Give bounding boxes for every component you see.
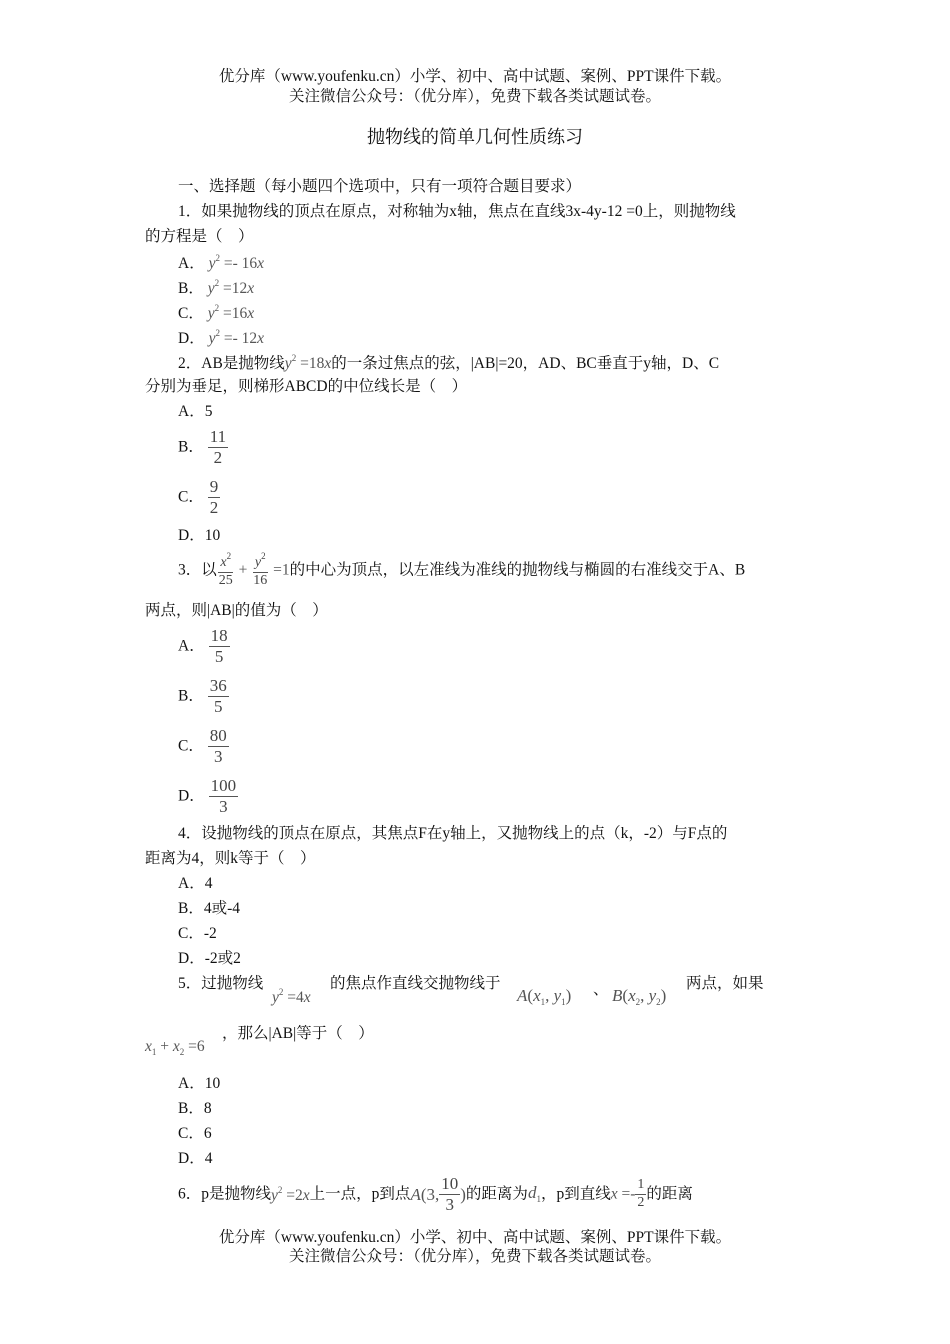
q2-option-b-fraction: $\frac{11}{2}$ [209,427,227,467]
q2-option-c-fraction: $\frac{9}{2}$ [209,477,219,517]
q1-option-b-equation: $y^2 =12x$ [207,278,255,297]
q6-line-equation: x =- [610,1185,636,1203]
q3-option-a-fraction: $\frac{18}{5}$ [210,626,228,666]
q2-line-1: 2．AB是抛物线$y^2 =18x$的一条过焦点的弦，|AB|=20，AD、BC垂直于y轴，D、C [178,353,720,372]
q5-option-a: A．10 [178,1075,221,1092]
q5-line-2: ，那么|AB|等于（ ） [222,1025,374,1042]
q6-point-a: A(3, [410,1184,440,1204]
q2-option-b: B． $\frac{11}{2}$ [178,427,227,467]
section-heading: 一、选择题（每小题四个选项中，只有一项符合题目要求） [178,178,582,195]
q3-fraction-y: $\frac{y^2}{16}$ [253,551,268,588]
q4-line-1: 4．设抛物线的顶点在原点，其焦点F在y轴上，又抛物线上的点（k，-2）与F点的 [178,825,728,842]
q5-line-1: 5．过抛物线 [178,975,264,992]
header-line-1: 优分库（www.youfenku.cn）小学、初中、高中试题、案例、PPT课件下载。 [218,68,732,85]
q1-option-d-label: D． [178,330,205,347]
q4-option-a: A．4 [178,875,213,892]
q5-point-a: $A(x_1$, $y_1$) [517,986,572,1007]
q3-option-c: C． $\frac{80}{3}$ [178,726,227,766]
q1-line-1: 1．如果抛物线的顶点在原点，对称轴为x轴，焦点在直线3x-4y-12 =0上，则抛物线 [178,203,736,220]
q2-equation: $y^2 =18x$ [284,353,332,372]
q5-option-b: B．8 [178,1100,212,1117]
q5-line-1-mid: 的焦点作直线交抛物线于 [330,975,501,992]
q1-option-c [178,304,254,322]
q3-option-b-fraction: $\frac{36}{5}$ [209,676,227,716]
q3-fraction-x: $\frac{x^2}{25}$ [218,551,233,588]
q1-option-d [178,329,264,347]
q3-option-b: B． $\frac{36}{5}$ [178,676,227,716]
q2-option-c: C． $\frac{9}{2}$ [178,477,219,517]
footer-line-2: 关注微信公众号：（优分库），免费下载各类试题试卷。 [288,1248,661,1265]
q6-point-a-fraction: $\frac{10}{3}$ [441,1174,459,1214]
q1-option-b [178,279,254,297]
q6-d1: $d_1$ [527,1183,541,1205]
q5-sum-condition: $x_1 + x_2 =6$ [145,1038,205,1057]
q3-option-c-fraction: $\frac{80}{3}$ [209,726,227,766]
q1-line-2: 的方程是（ ） [145,228,254,245]
q1-option-c-equation: $y^2 =16x$ [207,303,255,322]
q4-option-d: D．-2或2 [178,950,241,967]
q5-line-1-post: 两点，如果 [686,975,764,992]
q1-option-a [178,254,264,272]
q5-option-c: C．6 [178,1125,212,1142]
q3-line-1: 3．以 $\frac{x^2}{25}$ + $\frac{y^2}{16}$ =1的中心为顶点，以左准线为准线的抛物线与椭圆的右准线交于A、B [178,551,746,588]
footer-line-1: 优分库（www.youfenku.cn）小学、初中、高中试题、案例、PPT课件下载。 [218,1229,732,1246]
q1-option-c-label: C． [178,305,204,322]
q3-option-d: D． $\frac{100}{3}$ [178,776,237,816]
q5-option-d: D．4 [178,1150,213,1167]
q1-option-a-equation: $y^2 =- 16x$ [208,253,265,272]
q2-option-a: A．5 [178,403,213,420]
q3-option-d-fraction: $\frac{100}{3}$ [210,776,237,816]
q6-equation: $y^2 =2x$ [271,1184,310,1204]
q5-separator: 、 [593,981,609,998]
q3-option-a: A． $\frac{18}{5}$ [178,626,228,666]
q1-option-a-label: A． [178,255,205,272]
q4-option-c: C．-2 [178,925,217,942]
q4-option-b: B．4或-4 [178,900,241,917]
q3-line-2: 两点，则|AB|的值为（ ） [145,602,328,619]
q2-line-2: 分别为垂足，则梯形ABCD的中位线长是（ ） [145,378,468,395]
q2-option-d: D．10 [178,527,221,544]
page-title: 抛物线的简单几何性质练习 [367,127,583,147]
q1-option-d-equation: $y^2 =- 12x$ [208,328,265,347]
q5-equation: $y^2 =4x$ [272,987,311,1006]
q6-line-fraction: $\frac{1}{2}$ [637,1177,645,1210]
q4-line-2: 距离为4，则k等于（ ） [145,850,316,867]
q6-line-1: 6．p是抛物线$y^2 =2x$上一点，p到点A(3, $\frac{10}{3}$ )的距离为$d_1$，p到直线x =- $\frac{1}{2}$ 的距离 [178,1174,693,1214]
q1-option-b-label: B． [178,280,204,297]
q5-point-b: $B(x_2$, $y_2$) [612,986,667,1007]
header-line-2: 关注微信公众号：（优分库），免费下载各类试题试卷。 [288,88,661,105]
